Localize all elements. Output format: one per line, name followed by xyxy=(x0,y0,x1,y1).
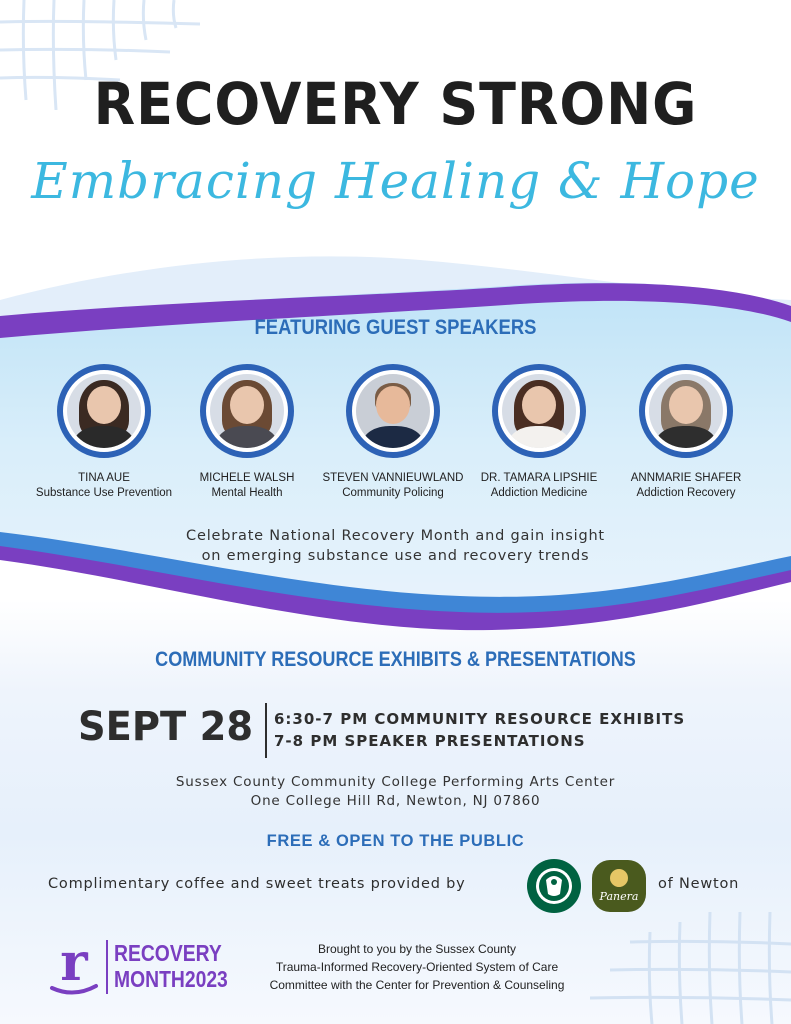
schedule-line: 6:30-7 PM COMMUNITY RESOURCE EXHIBITS xyxy=(274,710,686,728)
speaker-photo xyxy=(639,364,733,458)
speaker-card xyxy=(24,364,184,499)
speaker-name: STEVEN VANNIEUWLAND xyxy=(322,472,464,484)
speaker-role: Addiction Recovery xyxy=(636,487,736,499)
logo-line: MONTH2023 xyxy=(114,966,228,992)
credit-line: Trauma-Informed Recovery-Oriented System of Care xyxy=(275,960,559,974)
blurb-line: on emerging substance use and recovery trends xyxy=(201,548,590,564)
event-date: SEPT 28 xyxy=(78,704,254,750)
logo-line: RECOVERY xyxy=(114,940,222,966)
credit-line: Brought to you by the Sussex County xyxy=(317,942,517,956)
blurb-line: Celebrate National Recovery Month and gain insight xyxy=(186,528,605,544)
starbucks-logo xyxy=(526,858,582,914)
event-venue xyxy=(0,773,791,811)
panera-logo xyxy=(590,858,648,914)
speaker-card xyxy=(606,364,766,499)
speaker-role: Mental Health xyxy=(211,487,283,499)
free-admission-note: FREE & OPEN TO THE PUBLIC xyxy=(266,832,525,850)
page-title: RECOVERY STRONG xyxy=(93,70,698,138)
speaker-card xyxy=(459,364,619,499)
date-divider xyxy=(265,703,267,758)
recovery-month-r-logo xyxy=(46,936,102,996)
event-schedule xyxy=(274,708,685,752)
speaker-name: ANNMARIE SHAFER xyxy=(630,472,742,484)
page-subtitle: Embracing Healing & Hope xyxy=(31,152,760,210)
panera-wordmark: Panera xyxy=(599,890,639,903)
speaker-role: Substance Use Prevention xyxy=(35,487,173,499)
speaker-photo xyxy=(200,364,294,458)
speaker-photo xyxy=(57,364,151,458)
recovery-month-blurb xyxy=(0,526,791,566)
venue-name: Sussex County Community College Performing Arts Center xyxy=(175,774,616,790)
logo-letter: r xyxy=(60,936,88,993)
speaker-role: Community Policing xyxy=(342,487,444,499)
speaker-role: Addiction Medicine xyxy=(490,487,588,499)
refreshments-note: Complimentary coffee and sweet treats provided by xyxy=(48,876,466,892)
speaker-name: DR. TAMARA LIPSHIE xyxy=(480,472,598,484)
exhibits-heading: COMMUNITY RESOURCE EXHIBITS & PRESENTATIONS xyxy=(155,648,636,671)
logo-divider xyxy=(106,940,108,994)
speaker-card xyxy=(167,364,327,499)
venue-address: One College Hill Rd, Newton, NJ 07860 xyxy=(250,793,541,809)
speaker-name: TINA AUE xyxy=(78,472,130,484)
schedule-line: 7-8 PM SPEAKER PRESENTATIONS xyxy=(274,732,586,750)
sponsor-credits xyxy=(212,940,622,994)
featuring-heading: FEATURING GUEST SPEAKERS xyxy=(254,316,537,339)
speaker-photo xyxy=(492,364,586,458)
credit-line: Committee with the Center for Prevention & Counseling xyxy=(269,978,565,992)
sponsor-location: of Newton xyxy=(658,876,740,892)
speaker-list xyxy=(28,364,763,514)
speaker-photo xyxy=(346,364,440,458)
recovery-month-wordmark xyxy=(114,940,228,992)
speaker-card xyxy=(313,364,473,499)
speaker-name: MICHELE WALSH xyxy=(199,472,295,484)
